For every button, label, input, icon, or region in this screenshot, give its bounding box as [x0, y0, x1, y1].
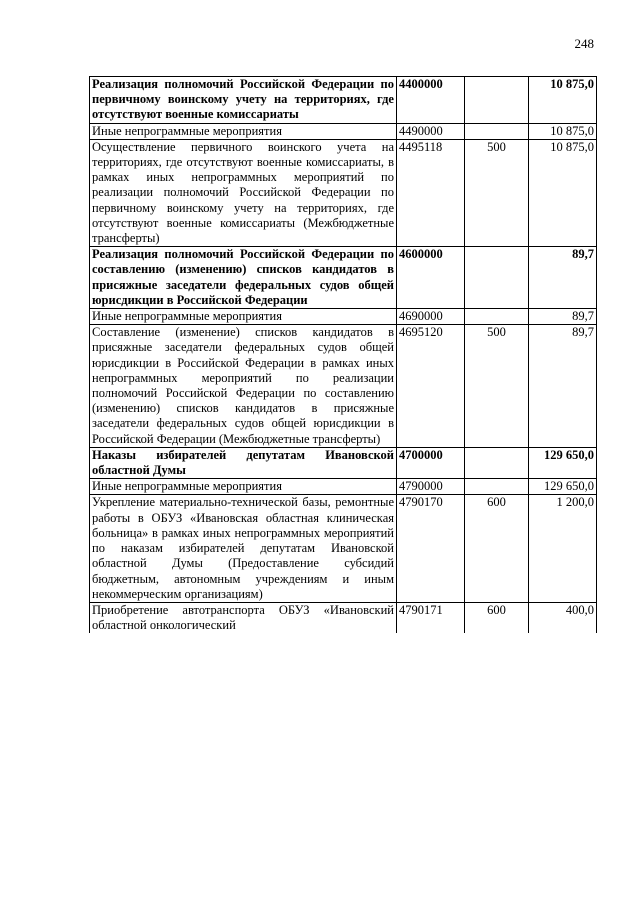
- row-sum-cell: 400,0: [529, 602, 597, 633]
- row-type-cell: 600: [465, 495, 529, 602]
- row-sum-cell: 129 650,0: [529, 479, 597, 495]
- row-type-cell: [465, 123, 529, 139]
- row-code-cell: 4495118: [397, 139, 465, 246]
- table-row: [90, 325, 597, 448]
- row-code-cell: 4790000: [397, 479, 465, 495]
- row-code-cell: 4600000: [397, 247, 465, 309]
- table-row: [90, 77, 597, 124]
- row-name-cell: Осуществление первичного воинского учета на территориях, где отсутствуют военные комиссариаты, в рамках иных непрограммных мероприятий по реализации полномочий Российской Федерации по первичному воинскому учету на территориях, где отсутствуют военные комиссариаты (Межбюджетные трансферты): [90, 139, 397, 246]
- row-code-cell: 4790170: [397, 495, 465, 602]
- page-number: 248: [574, 36, 594, 51]
- row-name-cell: Наказы избирателей депутатам Ивановской областной Думы: [90, 447, 397, 478]
- budget-table: [89, 76, 597, 633]
- row-type-cell: 600: [465, 602, 529, 633]
- table-row: [90, 479, 597, 495]
- row-code-cell: 4490000: [397, 123, 465, 139]
- table-row: [90, 309, 597, 325]
- table-row: [90, 247, 597, 309]
- row-name-cell: Приобретение автотранспорта ОБУЗ «Ивановский областной онкологический: [90, 602, 397, 633]
- row-code-cell: 4400000: [397, 77, 465, 124]
- row-name-cell: Укрепление материально-технической базы, ремонтные работы в ОБУЗ «Ивановская областная клиническая больница» в рамках иных непрограммных мероприятий по наказам избирателей депутатам Ивановской областной Думы (Предоставление субсидий бюджетным, автономным учреждениям и иным некоммерческим организациям): [90, 495, 397, 602]
- table-row: [90, 447, 597, 478]
- row-type-cell: [465, 309, 529, 325]
- row-type-cell: [465, 447, 529, 478]
- row-name-cell: Иные непрограммные мероприятия: [90, 123, 397, 139]
- budget-table-body: [90, 77, 597, 634]
- row-name-cell: Составление (изменение) списков кандидатов в присяжные заседатели федеральных судов общей юрисдикции в Российской Федерации в рамках иных непрограммных мероприятий по реализации полномочий Российской Федерации по составлению (изменению) списков кандидатов в присяжные заседатели федеральных судов общей юрисдикции в Российской Федерации (Межбюджетные трансферты): [90, 325, 397, 448]
- row-name-cell: Иные непрограммные мероприятия: [90, 309, 397, 325]
- table-row: [90, 602, 597, 633]
- row-sum-cell: 10 875,0: [529, 77, 597, 124]
- row-sum-cell: 89,7: [529, 309, 597, 325]
- row-type-cell: 500: [465, 139, 529, 246]
- row-sum-cell: 10 875,0: [529, 123, 597, 139]
- row-name-cell: Реализация полномочий Российской Федерации по первичному воинскому учету на территориях, где отсутствуют военные комиссариаты: [90, 77, 397, 124]
- row-code-cell: 4695120: [397, 325, 465, 448]
- table-row: [90, 495, 597, 602]
- table-row: [90, 139, 597, 246]
- row-sum-cell: 129 650,0: [529, 447, 597, 478]
- row-type-cell: [465, 479, 529, 495]
- row-sum-cell: 1 200,0: [529, 495, 597, 602]
- row-code-cell: 4700000: [397, 447, 465, 478]
- row-type-cell: [465, 77, 529, 124]
- row-name-cell: Реализация полномочий Российской Федерации по составлению (изменению) списков кандидатов в присяжные заседатели федеральных судов общей юрисдикции в Российской Федерации: [90, 247, 397, 309]
- row-type-cell: 500: [465, 325, 529, 448]
- table-row: [90, 123, 597, 139]
- row-sum-cell: 89,7: [529, 325, 597, 448]
- row-sum-cell: 10 875,0: [529, 139, 597, 246]
- row-code-cell: 4790171: [397, 602, 465, 633]
- row-code-cell: 4690000: [397, 309, 465, 325]
- row-name-cell: Иные непрограммные мероприятия: [90, 479, 397, 495]
- row-type-cell: [465, 247, 529, 309]
- row-sum-cell: 89,7: [529, 247, 597, 309]
